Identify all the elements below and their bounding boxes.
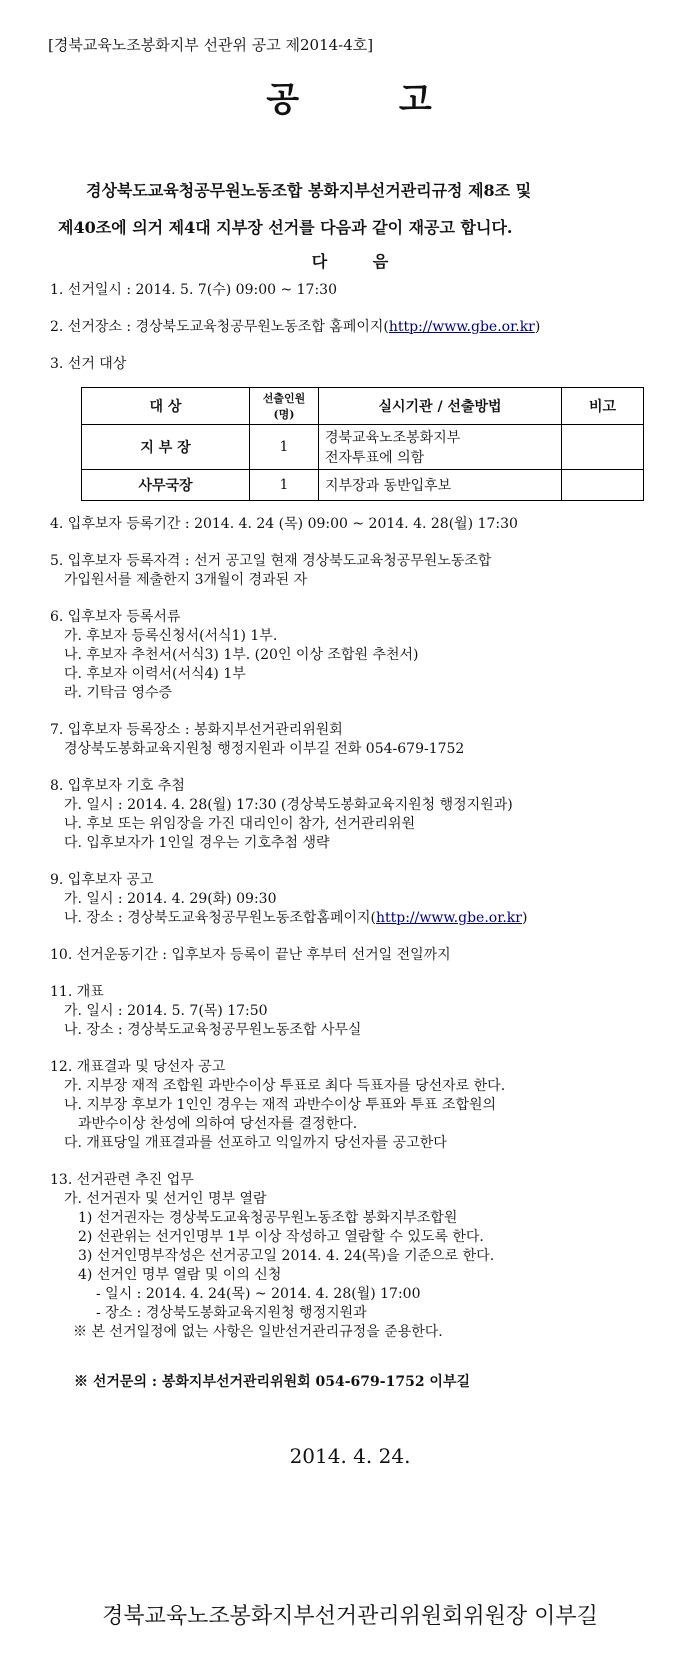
- row-method-line-1: 경북교육노조봉화지부: [325, 430, 461, 446]
- item-6-c: 다. 후보자 이력서(서식4) 1부: [64, 666, 246, 682]
- item-4: 4. 입후보자 등록기간 : 2014. 4. 24 (목) 09:00 ~ 2014. 4. 28(월) 17:30: [50, 516, 518, 532]
- item-3: 3. 선거 대상: [50, 356, 127, 372]
- intro-line-2: 제40조에 의거 제4대 지부장 선거를 다음과 같이 재공고 합니다.: [58, 218, 513, 237]
- item-13: 13. 선거관련 추진 업무: [50, 1172, 194, 1188]
- header-method: 실시기관 / 선출방법: [319, 388, 562, 425]
- item-13-a: 가. 선거권자 및 선거인 명부 열람: [64, 1191, 267, 1207]
- item-12-b-cont: 과반수이상 찬성에 의하여 당선자를 결정한다.: [78, 1116, 358, 1132]
- item-8-c: 다. 입후보자가 1인일 경우는 기호추첨 생략: [64, 835, 330, 851]
- row-method: [319, 425, 562, 470]
- row-method-line-2: 전자투표에 의함: [325, 450, 425, 466]
- notice-date: 2014. 4. 24.: [289, 1444, 411, 1468]
- item-5: 5. 입후보자 등록자격 : 선거 공고일 현재 경상북도교육청공무원노동조합: [50, 553, 492, 569]
- header-count: 선출인원(명): [250, 388, 319, 425]
- item-2-close: ): [534, 319, 541, 335]
- item-5-cont: 가입원서를 제출한지 3개월이 경과된 자: [64, 572, 308, 588]
- item-12-b: 나. 지부장 후보가 1인인 경우는 재적 과반수이상 투표와 투표 조합원의: [64, 1097, 497, 1113]
- item-6-b: 나. 후보자 추천서(서식3) 1부. (20인 이상 조합원 추천서): [64, 647, 419, 663]
- item-6: 6. 입후보자 등록서류: [50, 609, 181, 625]
- item-12-a: 가. 지부장 재적 조합원 과반수이상 투표로 최다 득표자를 당선자로 한다.: [64, 1078, 506, 1094]
- item-13-a-1: 1) 선거권자는 경상북도교육청공무원노동조합 봉화지부조합원: [78, 1210, 458, 1226]
- header-note: 비고: [562, 388, 644, 425]
- item-11: 11. 개표: [50, 984, 104, 1000]
- row-target: 지 부 장: [82, 425, 250, 470]
- item-1: 1. 선거일시 : 2014. 5. 7(수) 09:00 ~ 17:30: [50, 282, 337, 298]
- item-12: 12. 개표결과 및 당선자 공고: [50, 1059, 226, 1075]
- item-11-a: 가. 일시 : 2014. 5. 7(목) 17:50: [64, 1003, 268, 1019]
- row-note: [562, 425, 644, 470]
- homepage-link[interactable]: http://www.gbe.or.kr: [375, 910, 522, 926]
- item-9-b-text: 나. 장소 : 경상북도교육청공무원노동조합홈페이지(: [64, 910, 376, 926]
- item-8-b: 나. 후보 또는 위임장을 가진 대리인이 참가, 선거관리위원: [64, 816, 416, 832]
- item-13-a-4-date: - 일시 : 2014. 4. 24(목) ~ 2014. 4. 28(월) 17:00: [96, 1286, 421, 1302]
- item-13-a-3: 3) 선거인명부작성은 선거공고일 2014. 4. 24(목)을 기준으로 한다.: [78, 1248, 495, 1264]
- item-6-a: 가. 후보자 등록신청서(서식1) 1부.: [64, 628, 278, 644]
- row-target: 사무국장: [82, 470, 250, 501]
- item-12-c: 다. 개표당일 개표결과를 선포하고 익일까지 당선자를 공고한다: [64, 1135, 447, 1151]
- homepage-link[interactable]: http://www.gbe.or.kr: [388, 319, 535, 335]
- intro-line-1: 경상북도교육청공무원노동조합 봉화지부선거관리규정 제8조 및: [86, 181, 532, 200]
- item-2: [50, 318, 540, 336]
- item-9: 9. 입후보자 공고: [50, 872, 154, 888]
- row-count: 1: [250, 425, 319, 470]
- item-7-cont: 경상북도봉화교육지원청 행정지원과 이부길 전화 054-679-1752: [64, 741, 465, 757]
- row-note: [562, 470, 644, 501]
- notice-number: [경북교육노조봉화지부 선관위 공고 제2014-4호]: [48, 36, 374, 54]
- header-target: 대 상: [82, 388, 250, 425]
- item-2-text: 2. 선거장소 : 경상북도교육청공무원노동조합 홈페이지(: [50, 319, 389, 335]
- item-13-a-2: 2) 선관위는 선거인명부 1부 이상 작성하고 열람할 수 있도록 한다.: [78, 1229, 484, 1245]
- item-9-b: [64, 909, 527, 927]
- item-6-d: 라. 기탁금 영수증: [64, 685, 173, 701]
- item-9-a: 가. 일시 : 2014. 4. 29(화) 09:30: [64, 891, 277, 907]
- row-method: 지부장과 동반입후보: [319, 470, 562, 501]
- item-13-a-4-place: - 장소 : 경상북도봉화교육지원청 행정지원과: [96, 1305, 367, 1321]
- item-8-a: 가. 일시 : 2014. 4. 28(월) 17:30 (경상북도봉화교육지원청 행정지원과): [64, 797, 513, 813]
- table-row: [82, 470, 644, 501]
- row-count: 1: [250, 470, 319, 501]
- signature-line: 경북교육노조봉화지부선거관리위원회위원장 이부길: [102, 1604, 598, 1629]
- item-13-a-4: 4) 선거인 명부 열람 및 이의 신청: [78, 1267, 282, 1283]
- table-header-row: [82, 388, 644, 425]
- page-title: 공 고: [266, 80, 434, 120]
- item-13-note: ※ 본 선거일정에 없는 사항은 일반선거관리규정을 준용한다.: [73, 1324, 443, 1340]
- election-target-table: [81, 387, 644, 501]
- item-9-b-close: ): [521, 910, 528, 926]
- item-8: 8. 입후보자 기호 추첨: [50, 778, 185, 794]
- contact-info: ※ 선거문의 : 봉화지부선거관리위원회 054-679-1752 이부길: [74, 1374, 471, 1390]
- item-11-b: 나. 장소 : 경상북도교육청공무원노동조합 사무실: [64, 1022, 362, 1038]
- item-7: 7. 입후보자 등록장소 : 봉화지부선거관리위원회: [50, 722, 343, 738]
- item-10: 10. 선거운동기간 : 입후보자 등록이 끝난 후부터 선거일 전일까지: [50, 947, 451, 963]
- dagum-heading: 다 음: [311, 252, 389, 271]
- table-row: [82, 425, 644, 470]
